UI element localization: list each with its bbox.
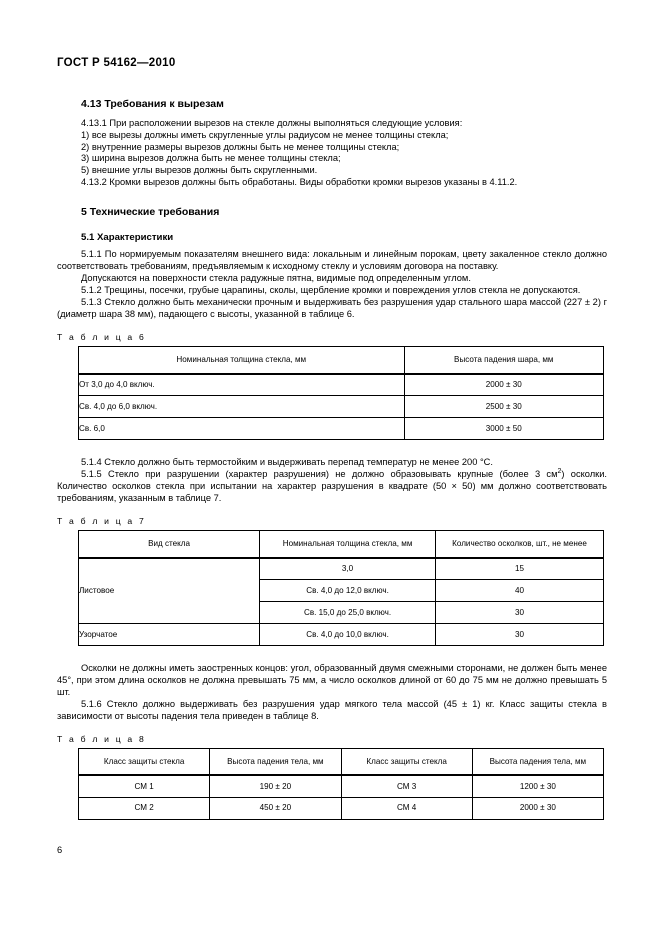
table-6-cell-thickness: От 3,0 до 4,0 включ. bbox=[79, 374, 405, 396]
table-7-caption: Т а б л и ц а 7 bbox=[57, 515, 146, 526]
paragraph-5-1-2: 5.1.2 Трещины, посечки, грубые царапины, сколы, щербление кромки и повреждения углов стекла не допускаются. bbox=[81, 285, 581, 296]
paragraph-5-1-3: 5.1.3 Стекло должно быть механически прочным и выдерживать без разрушения удар стального шара массой (227 ± 2) г (диаметр шара 38 мм), падающего с высоты, указанной в таблице 6. bbox=[57, 296, 607, 319]
table-row bbox=[79, 797, 604, 819]
table-8-cell-height-1: 190 ± 20 bbox=[210, 775, 341, 797]
table-7-cell-type: Листовое bbox=[79, 558, 260, 624]
table-8 bbox=[78, 748, 604, 820]
page-content bbox=[57, 57, 607, 820]
table-6-cell-height: 2500 ± 30 bbox=[404, 396, 604, 418]
table-8-col-class-2: Класс защиты стекла bbox=[341, 748, 472, 775]
table-7-cell-type: Узорчатое bbox=[79, 624, 260, 646]
paragraph-5-1-5-part1: 5.1.5 Стекло при разрушении (характер разрушения) не должно образовывать крупные (более 3 см bbox=[81, 468, 558, 479]
paragraph-5-1-1b: Допускаются на поверхности стекла радужные пятна, видимые под определенным углом. bbox=[81, 273, 471, 284]
table-8-cell-height-2: 2000 ± 30 bbox=[472, 797, 603, 819]
table-8-col-height-2: Высота падения тела, мм bbox=[472, 748, 603, 775]
table-7-cell-count: 40 bbox=[436, 580, 604, 602]
paragraph-5-1-6: 5.1.6 Стекло должно выдерживать без разрушения удар мягкого тела массой (45 ± 1) кг. Класс защиты стекла в зависимости от высоты падения тела приведен в таблице 8. bbox=[57, 698, 607, 721]
table-row bbox=[79, 396, 604, 418]
paragraph-5-1-5 bbox=[57, 469, 607, 505]
heading-5-1: 5.1 Характеристики bbox=[81, 232, 174, 244]
table-7-cell-count: 30 bbox=[436, 624, 604, 646]
list-item-5: 5) внешние углы вырезов должны быть скругленными. bbox=[81, 165, 318, 176]
paragraph-4-13-1: 4.13.1 При расположении вырезов на стекле должны выполняться следующие условия: bbox=[81, 117, 463, 128]
list-item-1: 1) все вырезы должны иметь скругленные углы радиусом не менее толщины стекла; bbox=[81, 129, 449, 140]
table-8-col-class-1: Класс защиты стекла bbox=[79, 748, 210, 775]
paragraph-5-1-5b: Осколки не должны иметь заостренных концов: угол, образованный двумя смежными сторонами, не должен быть менее 45°, при этом длина осколков не должна превышать 75 мм, а число осколков длиной от 60 до 75 мм не должно превышать 5 шт. bbox=[57, 663, 607, 697]
heading-5: 5 Технические требования bbox=[81, 206, 220, 219]
table-row bbox=[79, 558, 604, 580]
standard-number-header: ГОСТ Р 54162—2010 bbox=[57, 57, 176, 69]
table-7-col-thickness: Номинальная толщина стекла, мм bbox=[260, 531, 436, 558]
table-6 bbox=[78, 346, 604, 440]
table-6-header-row bbox=[79, 347, 604, 374]
table-8-cell-class-1: СМ 1 bbox=[79, 775, 210, 797]
table-7-cell-thickness: Св. 4,0 до 10,0 включ. bbox=[260, 624, 436, 646]
table-8-cell-class-1: СМ 2 bbox=[79, 797, 210, 819]
table-8-header-row bbox=[79, 748, 604, 775]
table-6-cell-thickness: Св. 4,0 до 6,0 включ. bbox=[79, 396, 405, 418]
table-6-cell-height: 2000 ± 30 bbox=[404, 374, 604, 396]
paragraph-5-1-1: 5.1.1 По нормируемым показателям внешнего вида: локальным и линейным порокам, цвету закаленное стекло должно соответствовать требованиям, предъявляемым к исходному стеклу и условиям договора на поставку. bbox=[57, 249, 607, 272]
table-row bbox=[79, 418, 604, 440]
table-6-caption: Т а б л и ц а 6 bbox=[57, 331, 146, 342]
table-8-col-height-1: Высота падения тела, мм bbox=[210, 748, 341, 775]
table-6-col-thickness: Номинальная толщина стекла, мм bbox=[79, 347, 405, 374]
list-item-3: 3) ширина вырезов должна быть не менее толщины стекла; bbox=[81, 153, 341, 164]
table-7-cell-count: 15 bbox=[436, 558, 604, 580]
table-6-cell-height: 3000 ± 50 bbox=[404, 418, 604, 440]
table-7-cell-thickness: 3,0 bbox=[260, 558, 436, 580]
paragraph-5-1-5-part2: ) осколки. Количество осколков стекла при испытании на характер разрушения в квадрате (50 × 50) мм должно соответствовать требованиям, указанным в таблице 7. bbox=[57, 468, 607, 503]
table-row bbox=[79, 775, 604, 797]
table-6-col-height: Высота падения шара, мм bbox=[404, 347, 604, 374]
table-8-cell-height-1: 450 ± 20 bbox=[210, 797, 341, 819]
paragraph-5-1-4: 5.1.4 Стекло должно быть термостойким и выдерживать перепад температур не менее 200 °С. bbox=[81, 457, 493, 468]
page-number: 6 bbox=[57, 845, 63, 855]
table-8-cell-class-2: СМ 4 bbox=[341, 797, 472, 819]
table-8-cell-class-2: СМ 3 bbox=[341, 775, 472, 797]
table-7-header-row bbox=[79, 531, 604, 558]
table-7 bbox=[78, 530, 604, 646]
table-7-col-type: Вид стекла bbox=[79, 531, 260, 558]
table-6-cell-thickness: Св. 6,0 bbox=[79, 418, 405, 440]
paragraph-4-13-2: 4.13.2 Кромки вырезов должны быть обработаны. Виды обработки кромки вырезов указаны в 4.11.2. bbox=[81, 177, 518, 188]
list-item-2: 2) внутренние размеры вырезов должны быть не менее толщины стекла; bbox=[81, 141, 400, 152]
table-7-cell-thickness: Св. 15,0 до 25,0 включ. bbox=[260, 602, 436, 624]
table-8-cell-height-2: 1200 ± 30 bbox=[472, 775, 603, 797]
table-row bbox=[79, 624, 604, 646]
table-7-cell-count: 30 bbox=[436, 602, 604, 624]
table-7-cell-thickness: Св. 4,0 до 12,0 включ. bbox=[260, 580, 436, 602]
heading-4-13: 4.13 Требования к вырезам bbox=[81, 97, 224, 110]
table-8-caption: Т а б л и ц а 8 bbox=[57, 733, 146, 744]
table-7-col-count: Количество осколков, шт., не менее bbox=[436, 531, 604, 558]
superscript-square: 2 bbox=[557, 467, 562, 475]
table-row bbox=[79, 374, 604, 396]
